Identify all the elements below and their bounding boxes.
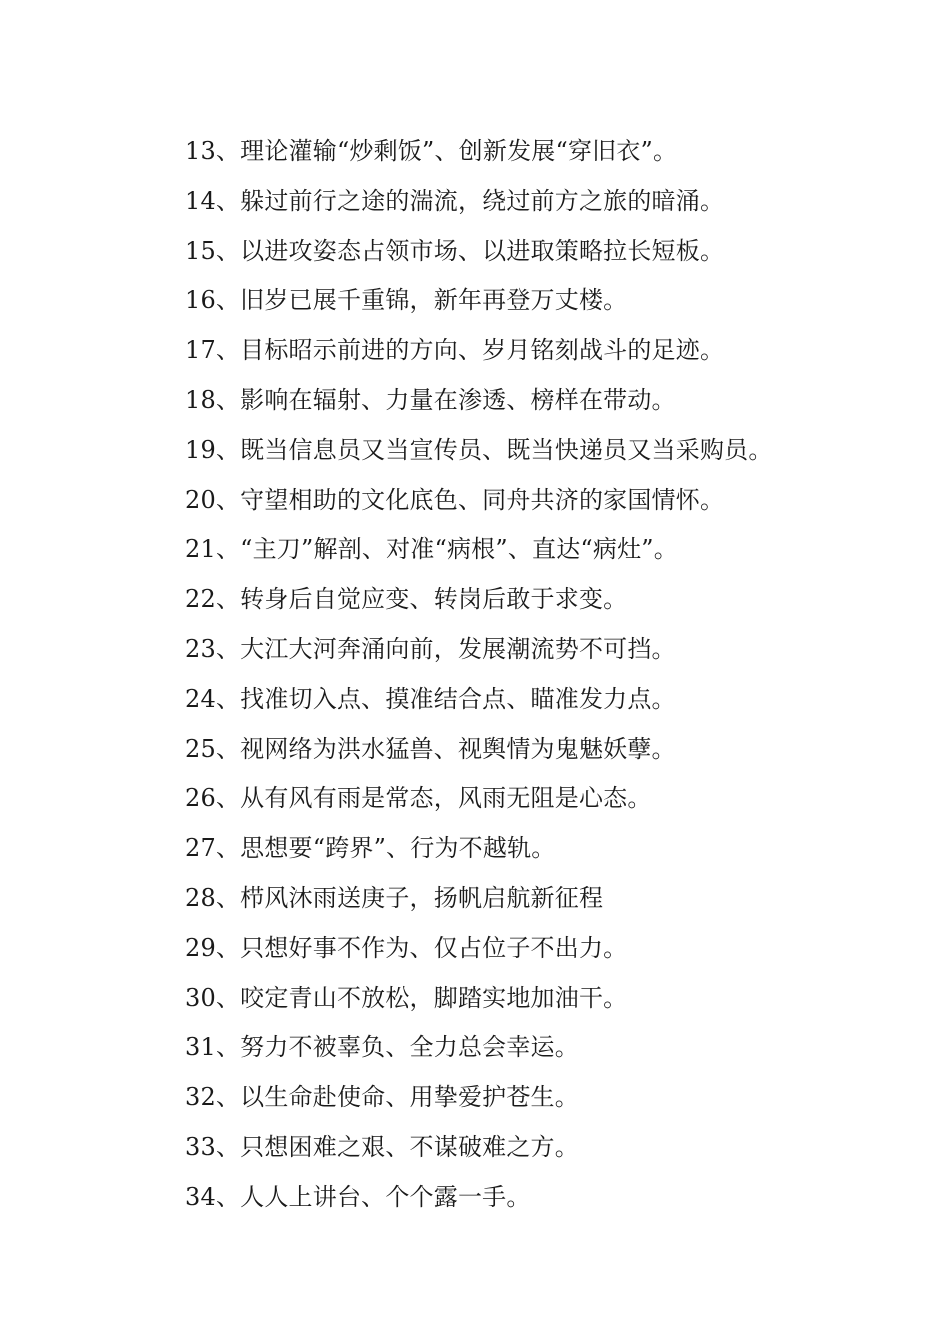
list-item: 33、只想困难之艰、不谋破难之方。 [185,1132,579,1161]
list-item: 31、努力不被辜负、全力总会幸运。 [185,1033,579,1062]
list-item: 20、守望相助的文化底色、同舟共济的家国情怀。 [185,485,725,514]
list-item: 24、找准切入点、摸准结合点、瞄准发力点。 [185,684,676,713]
list-item: 22、转身后自觉应变、转岗后敢于求变。 [185,585,628,614]
numbered-list [185,131,925,1227]
list-item: 28、栉风沐雨送庚子，扬帆启航新征程 [185,883,604,912]
list-item: 27、思想要“跨界”、行为不越轨。 [185,834,556,863]
list-item: 21、“主刀”解剖、对准“病根”、直达“病灶”。 [185,535,678,564]
list-item: 17、目标昭示前进的方向、岁月铭刻战斗的足迹。 [185,336,725,365]
list-item: 26、从有风有雨是常态，风雨无阻是心态。 [185,784,652,813]
list-item: 32、以生命赴使命、用挚爱护苍生。 [185,1083,579,1112]
list-item: 34、人人上讲台、个个露一手。 [185,1182,531,1211]
list-item: 14、躲过前行之途的湍流，绕过前方之旅的暗涌。 [185,186,725,215]
list-item: 13、理论灌输“炒剩饭”、创新发展“穿旧衣”。 [185,137,678,165]
list-item: 30、咬定青山不放松，脚踏实地加油干。 [185,983,628,1012]
list-item: 18、影响在辐射、力量在渗透、榜样在带动。 [185,385,676,414]
list-item: 29、只想好事不作为、仅占位子不出力。 [185,933,628,962]
list-item: 19、既当信息员又当宣传员、既当快递员又当采购员。 [185,435,773,464]
list-item: 23、大江大河奔涌向前，发展潮流势不可挡。 [185,634,676,663]
list-item: 25、视网络为洪水猛兽、视舆情为鬼魅妖孽。 [185,734,676,763]
list-item: 16、旧岁已展千重锦，新年再登万丈楼。 [185,286,628,315]
list-item: 15、以进攻姿态占领市场、以进取策略拉长短板。 [185,236,725,265]
